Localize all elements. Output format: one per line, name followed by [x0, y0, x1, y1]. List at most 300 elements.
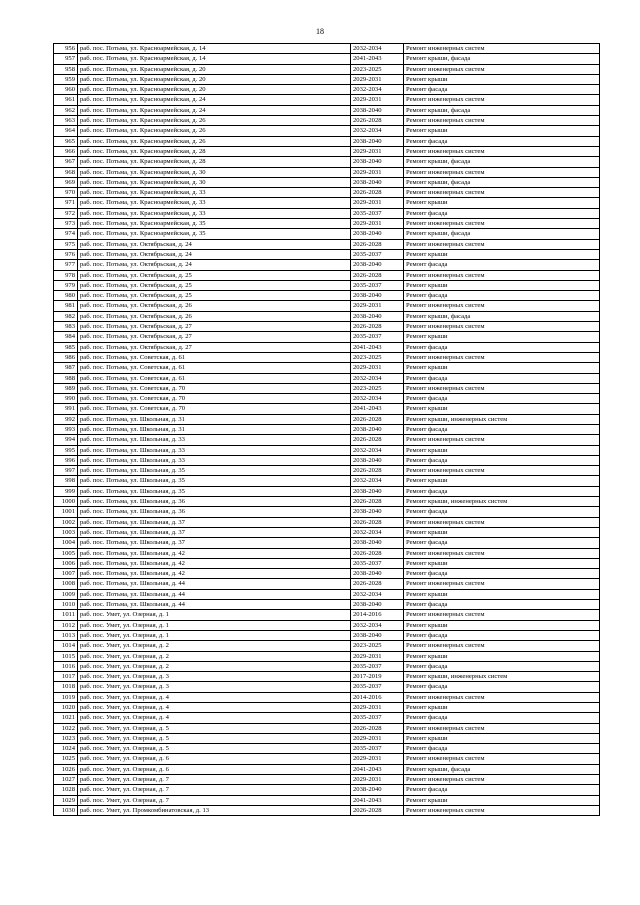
row-number-cell: 961: [54, 95, 78, 105]
repair-period-cell: 2032-2034: [351, 85, 404, 95]
work-type-cell: Ремонт крыши: [404, 363, 600, 373]
work-type-cell: Ремонт инженерных систем: [404, 579, 600, 589]
table-body: [54, 44, 600, 816]
address-cell: раб. пос. Умет, ул. Озерная, д. 2: [78, 661, 351, 671]
repair-period-cell: 2041-2043: [351, 764, 404, 774]
repair-period-cell: 2026-2028: [351, 270, 404, 280]
repair-period-cell: 2026-2028: [351, 497, 404, 507]
repair-period-cell: 2026-2028: [351, 805, 404, 815]
address-cell: раб. пос. Потьма, ул. Октябрьская, д. 24: [78, 239, 351, 249]
address-cell: раб. пос. Потьма, ул. Красноармейская, д. 26: [78, 136, 351, 146]
row-number-cell: 1020: [54, 703, 78, 713]
table-row: [54, 682, 600, 692]
row-number-cell: 959: [54, 74, 78, 84]
table-row: [54, 332, 600, 342]
address-cell: раб. пос. Потьма, ул. Красноармейская, д. 33: [78, 208, 351, 218]
table-row: [54, 569, 600, 579]
table-row: [54, 517, 600, 527]
row-number-cell: 1013: [54, 630, 78, 640]
repair-period-cell: 2038-2040: [351, 291, 404, 301]
repair-period-cell: 2029-2031: [351, 219, 404, 229]
row-number-cell: 1011: [54, 610, 78, 620]
row-number-cell: 991: [54, 404, 78, 414]
work-type-cell: Ремонт инженерных систем: [404, 188, 600, 198]
address-cell: раб. пос. Потьма, ул. Октябрьская, д. 25: [78, 291, 351, 301]
address-cell: раб. пос. Потьма, ул. Красноармейская, д. 26: [78, 126, 351, 136]
table-row: [54, 229, 600, 239]
row-number-cell: 1027: [54, 775, 78, 785]
address-cell: раб. пос. Потьма, ул. Советская, д. 70: [78, 394, 351, 404]
work-type-cell: Ремонт фасада: [404, 260, 600, 270]
repair-period-cell: 2038-2040: [351, 177, 404, 187]
repair-period-cell: 2038-2040: [351, 260, 404, 270]
row-number-cell: 964: [54, 126, 78, 136]
row-number-cell: 1029: [54, 795, 78, 805]
work-type-cell: Ремонт фасада: [404, 538, 600, 548]
work-type-cell: Ремонт крыши: [404, 476, 600, 486]
work-type-cell: Ремонт инженерных систем: [404, 167, 600, 177]
repair-period-cell: 2023-2025: [351, 383, 404, 393]
address-cell: раб. пос. Потьма, ул. Красноармейская, д. 35: [78, 219, 351, 229]
table-row: [54, 383, 600, 393]
work-type-cell: Ремонт фасада: [404, 342, 600, 352]
row-number-cell: 989: [54, 383, 78, 393]
row-number-cell: 979: [54, 280, 78, 290]
repair-period-cell: 2029-2031: [351, 167, 404, 177]
repair-period-cell: 2038-2040: [351, 486, 404, 496]
work-type-cell: Ремонт инженерных систем: [404, 692, 600, 702]
repair-period-cell: 2038-2040: [351, 507, 404, 517]
row-number-cell: 1009: [54, 589, 78, 599]
repair-period-cell: 2029-2031: [351, 363, 404, 373]
table-row: [54, 754, 600, 764]
row-number-cell: 974: [54, 229, 78, 239]
work-type-cell: Ремонт фасада: [404, 85, 600, 95]
work-type-cell: Ремонт крыши: [404, 795, 600, 805]
address-cell: раб. пос. Умет, ул. Озерная, д. 1: [78, 620, 351, 630]
table-row: [54, 95, 600, 105]
row-number-cell: 987: [54, 363, 78, 373]
repair-period-cell: 2026-2028: [351, 723, 404, 733]
work-type-cell: Ремонт инженерных систем: [404, 775, 600, 785]
row-number-cell: 969: [54, 177, 78, 187]
work-type-cell: Ремонт фасада: [404, 507, 600, 517]
work-type-cell: Ремонт инженерных систем: [404, 270, 600, 280]
work-type-cell: Ремонт крыши: [404, 404, 600, 414]
address-cell: раб. пос. Потьма, ул. Школьная, д. 37: [78, 538, 351, 548]
repair-period-cell: 2026-2028: [351, 435, 404, 445]
repair-period-cell: 2026-2028: [351, 517, 404, 527]
row-number-cell: 1007: [54, 569, 78, 579]
repair-period-cell: 2023-2025: [351, 641, 404, 651]
table-row: [54, 404, 600, 414]
table-row: [54, 805, 600, 815]
address-cell: раб. пос. Умет, ул. Озерная, д. 3: [78, 672, 351, 682]
address-cell: раб. пос. Потьма, ул. Красноармейская, д. 33: [78, 188, 351, 198]
address-cell: раб. пос. Потьма, ул. Школьная, д. 44: [78, 589, 351, 599]
work-type-cell: Ремонт фасада: [404, 208, 600, 218]
address-cell: раб. пос. Потьма, ул. Красноармейская, д. 14: [78, 44, 351, 54]
address-cell: раб. пос. Потьма, ул. Школьная, д. 35: [78, 466, 351, 476]
row-number-cell: 975: [54, 239, 78, 249]
table-row: [54, 208, 600, 218]
work-type-cell: Ремонт крыши: [404, 332, 600, 342]
table-row: [54, 630, 600, 640]
table-row: [54, 414, 600, 424]
row-number-cell: 997: [54, 466, 78, 476]
table-row: [54, 703, 600, 713]
work-type-cell: Ремонт крыши: [404, 558, 600, 568]
row-number-cell: 1028: [54, 785, 78, 795]
repair-period-cell: 2023-2025: [351, 352, 404, 362]
address-cell: раб. пос. Потьма, ул. Октябрьская, д. 27: [78, 342, 351, 352]
repair-period-cell: 2029-2031: [351, 703, 404, 713]
table-row: [54, 167, 600, 177]
table-row: [54, 507, 600, 517]
table-row: [54, 136, 600, 146]
row-number-cell: 998: [54, 476, 78, 486]
repair-period-cell: 2038-2040: [351, 569, 404, 579]
work-type-cell: Ремонт крыши, инженерных систем: [404, 414, 600, 424]
table-row: [54, 476, 600, 486]
work-type-cell: Ремонт крыши, фасада: [404, 311, 600, 321]
table-row: [54, 260, 600, 270]
work-type-cell: Ремонт крыши: [404, 249, 600, 259]
repair-period-cell: 2032-2034: [351, 445, 404, 455]
table-row: [54, 713, 600, 723]
work-type-cell: Ремонт инженерных систем: [404, 641, 600, 651]
work-type-cell: Ремонт фасада: [404, 455, 600, 465]
table-row: [54, 445, 600, 455]
work-type-cell: Ремонт инженерных систем: [404, 383, 600, 393]
table-row: [54, 85, 600, 95]
work-type-cell: Ремонт крыши: [404, 445, 600, 455]
table-row: [54, 775, 600, 785]
table-row: [54, 239, 600, 249]
address-cell: раб. пос. Потьма, ул. Октябрьская, д. 25: [78, 270, 351, 280]
table-row: [54, 394, 600, 404]
table-row: [54, 651, 600, 661]
table-row: [54, 600, 600, 610]
work-type-cell: Ремонт фасада: [404, 373, 600, 383]
table-row: [54, 435, 600, 445]
address-cell: раб. пос. Потьма, ул. Октябрьская, д. 24: [78, 260, 351, 270]
row-number-cell: 963: [54, 116, 78, 126]
table-row: [54, 548, 600, 558]
address-cell: раб. пос. Потьма, ул. Красноармейская, д. 30: [78, 167, 351, 177]
work-type-cell: Ремонт инженерных систем: [404, 517, 600, 527]
address-cell: раб. пос. Потьма, ул. Школьная, д. 42: [78, 558, 351, 568]
work-type-cell: Ремонт инженерных систем: [404, 723, 600, 733]
row-number-cell: 1017: [54, 672, 78, 682]
row-number-cell: 968: [54, 167, 78, 177]
work-type-cell: Ремонт фасада: [404, 394, 600, 404]
table-row: [54, 497, 600, 507]
work-type-cell: Ремонт крыши, инженерных систем: [404, 497, 600, 507]
repair-period-cell: 2029-2031: [351, 146, 404, 156]
table-row: [54, 301, 600, 311]
table-row: [54, 126, 600, 136]
address-cell: раб. пос. Умет, ул. Озерная, д. 7: [78, 775, 351, 785]
repair-period-cell: 2029-2031: [351, 301, 404, 311]
address-cell: раб. пос. Потьма, ул. Октябрьская, д. 27: [78, 322, 351, 332]
table-row: [54, 641, 600, 651]
table-row: [54, 620, 600, 630]
row-number-cell: 1012: [54, 620, 78, 630]
table-row: [54, 146, 600, 156]
table-row: [54, 579, 600, 589]
repair-period-cell: 2029-2031: [351, 754, 404, 764]
repair-period-cell: 2038-2040: [351, 455, 404, 465]
address-cell: раб. пос. Умет, ул. Озерная, д. 4: [78, 692, 351, 702]
repair-period-cell: 2041-2043: [351, 404, 404, 414]
work-type-cell: Ремонт крыши, фасада: [404, 157, 600, 167]
work-type-cell: Ремонт фасада: [404, 661, 600, 671]
repair-period-cell: 2035-2037: [351, 280, 404, 290]
address-cell: раб. пос. Потьма, ул. Школьная, д. 33: [78, 445, 351, 455]
row-number-cell: 976: [54, 249, 78, 259]
work-type-cell: Ремонт фасада: [404, 682, 600, 692]
table-row: [54, 280, 600, 290]
row-number-cell: 978: [54, 270, 78, 280]
repair-period-cell: 2026-2028: [351, 548, 404, 558]
address-cell: раб. пос. Потьма, ул. Октябрьская, д. 24: [78, 249, 351, 259]
repair-period-cell: 2023-2025: [351, 64, 404, 74]
address-cell: раб. пос. Потьма, ул. Красноармейская, д. 26: [78, 116, 351, 126]
table-row: [54, 744, 600, 754]
address-cell: раб. пос. Потьма, ул. Школьная, д. 36: [78, 507, 351, 517]
repair-period-cell: 2038-2040: [351, 785, 404, 795]
address-cell: раб. пос. Потьма, ул. Октябрьская, д. 27: [78, 332, 351, 342]
repair-period-cell: 2029-2031: [351, 651, 404, 661]
table-row: [54, 424, 600, 434]
row-number-cell: 993: [54, 424, 78, 434]
address-cell: раб. пос. Потьма, ул. Школьная, д. 37: [78, 517, 351, 527]
address-cell: раб. пос. Умет, ул. Озерная, д. 6: [78, 764, 351, 774]
repair-period-cell: 2035-2037: [351, 713, 404, 723]
table-row: [54, 116, 600, 126]
repair-period-cell: 2026-2028: [351, 579, 404, 589]
table-row: [54, 610, 600, 620]
address-cell: раб. пос. Потьма, ул. Октябрьская, д. 25: [78, 280, 351, 290]
work-type-cell: Ремонт фасада: [404, 600, 600, 610]
work-type-cell: Ремонт инженерных систем: [404, 64, 600, 74]
work-type-cell: Ремонт инженерных систем: [404, 466, 600, 476]
repair-period-cell: 2038-2040: [351, 630, 404, 640]
row-number-cell: 1016: [54, 661, 78, 671]
address-cell: раб. пос. Потьма, ул. Школьная, д. 36: [78, 497, 351, 507]
work-type-cell: Ремонт инженерных систем: [404, 322, 600, 332]
work-type-cell: Ремонт крыши, фасада: [404, 229, 600, 239]
table-row: [54, 455, 600, 465]
work-type-cell: Ремонт фасада: [404, 424, 600, 434]
repair-period-cell: 2038-2040: [351, 105, 404, 115]
repair-period-cell: 2026-2028: [351, 239, 404, 249]
address-cell: раб. пос. Потьма, ул. Школьная, д. 31: [78, 424, 351, 434]
address-cell: раб. пос. Потьма, ул. Красноармейская, д. 24: [78, 95, 351, 105]
table-row: [54, 249, 600, 259]
table-row: [54, 538, 600, 548]
table-row: [54, 198, 600, 208]
repair-period-cell: 2026-2028: [351, 322, 404, 332]
repair-period-cell: 2035-2037: [351, 682, 404, 692]
repair-period-cell: 2035-2037: [351, 744, 404, 754]
row-number-cell: 970: [54, 188, 78, 198]
row-number-cell: 982: [54, 311, 78, 321]
row-number-cell: 965: [54, 136, 78, 146]
row-number-cell: 1022: [54, 723, 78, 733]
table-row: [54, 342, 600, 352]
row-number-cell: 994: [54, 435, 78, 445]
work-type-cell: Ремонт крыши: [404, 126, 600, 136]
repair-period-cell: 2038-2040: [351, 136, 404, 146]
row-number-cell: 992: [54, 414, 78, 424]
page-number: 18: [316, 27, 324, 36]
work-type-cell: Ремонт инженерных систем: [404, 548, 600, 558]
address-cell: раб. пос. Умет, ул. Озерная, д. 2: [78, 651, 351, 661]
repair-period-cell: 2032-2034: [351, 373, 404, 383]
address-cell: раб. пос. Умет, ул. Озерная, д. 7: [78, 795, 351, 805]
table-row: [54, 589, 600, 599]
address-cell: раб. пос. Умет, ул. Озерная, д. 3: [78, 682, 351, 692]
row-number-cell: 990: [54, 394, 78, 404]
repair-period-cell: 2014-2016: [351, 610, 404, 620]
repair-period-cell: 2032-2034: [351, 589, 404, 599]
repair-period-cell: 2041-2043: [351, 342, 404, 352]
address-cell: раб. пос. Потьма, ул. Школьная, д. 33: [78, 455, 351, 465]
work-type-cell: Ремонт инженерных систем: [404, 352, 600, 362]
repair-period-cell: 2032-2034: [351, 394, 404, 404]
table-row: [54, 270, 600, 280]
table-row: [54, 157, 600, 167]
address-cell: раб. пос. Потьма, ул. Школьная, д. 33: [78, 435, 351, 445]
address-cell: раб. пос. Потьма, ул. Школьная, д. 31: [78, 414, 351, 424]
row-number-cell: 1010: [54, 600, 78, 610]
repair-period-cell: 2017-2019: [351, 672, 404, 682]
work-type-cell: Ремонт крыши: [404, 74, 600, 84]
repair-period-cell: 2038-2040: [351, 538, 404, 548]
row-number-cell: 960: [54, 85, 78, 95]
table-row: [54, 527, 600, 537]
work-type-cell: Ремонт инженерных систем: [404, 146, 600, 156]
row-number-cell: 1030: [54, 805, 78, 815]
repair-period-cell: 2029-2031: [351, 733, 404, 743]
work-type-cell: Ремонт инженерных систем: [404, 610, 600, 620]
row-number-cell: 1005: [54, 548, 78, 558]
work-type-cell: Ремонт фасада: [404, 785, 600, 795]
table-row: [54, 322, 600, 332]
work-type-cell: Ремонт крыши, фасада: [404, 177, 600, 187]
address-cell: раб. пос. Потьма, ул. Октябрьская, д. 26: [78, 301, 351, 311]
work-type-cell: Ремонт инженерных систем: [404, 805, 600, 815]
row-number-cell: 988: [54, 373, 78, 383]
work-type-cell: Ремонт крыши: [404, 589, 600, 599]
work-type-cell: Ремонт фасада: [404, 630, 600, 640]
work-type-cell: Ремонт инженерных систем: [404, 116, 600, 126]
address-cell: раб. пос. Потьма, ул. Советская, д. 70: [78, 404, 351, 414]
repair-period-cell: 2038-2040: [351, 311, 404, 321]
table-row: [54, 466, 600, 476]
row-number-cell: 980: [54, 291, 78, 301]
address-cell: раб. пос. Потьма, ул. Школьная, д. 35: [78, 486, 351, 496]
repair-period-cell: 2026-2028: [351, 414, 404, 424]
table-row: [54, 486, 600, 496]
work-type-cell: Ремонт фасада: [404, 291, 600, 301]
repair-period-cell: 2032-2034: [351, 44, 404, 54]
table-row: [54, 795, 600, 805]
table-row: [54, 177, 600, 187]
work-type-cell: Ремонт крыши, фасада: [404, 105, 600, 115]
table-row: [54, 219, 600, 229]
row-number-cell: 1025: [54, 754, 78, 764]
work-type-cell: Ремонт инженерных систем: [404, 239, 600, 249]
table-row: [54, 661, 600, 671]
address-cell: раб. пос. Потьма, ул. Школьная, д. 44: [78, 600, 351, 610]
work-type-cell: Ремонт крыши, фасада: [404, 764, 600, 774]
table-row: [54, 785, 600, 795]
address-cell: раб. пос. Умет, ул. Озерная, д. 7: [78, 785, 351, 795]
table-row: [54, 74, 600, 84]
repair-period-cell: 2029-2031: [351, 95, 404, 105]
work-type-cell: Ремонт инженерных систем: [404, 754, 600, 764]
table-row: [54, 44, 600, 54]
row-number-cell: 1015: [54, 651, 78, 661]
row-number-cell: 996: [54, 455, 78, 465]
repair-period-cell: 2035-2037: [351, 558, 404, 568]
row-number-cell: 1001: [54, 507, 78, 517]
repair-period-cell: 2035-2037: [351, 661, 404, 671]
address-cell: раб. пос. Потьма, ул. Советская, д. 61: [78, 363, 351, 373]
row-number-cell: 967: [54, 157, 78, 167]
work-type-cell: Ремонт крыши, инженерных систем: [404, 672, 600, 682]
row-number-cell: 973: [54, 219, 78, 229]
address-cell: раб. пос. Потьма, ул. Красноармейская, д. 33: [78, 198, 351, 208]
repair-period-cell: 2041-2043: [351, 795, 404, 805]
work-type-cell: Ремонт инженерных систем: [404, 435, 600, 445]
work-type-cell: Ремонт крыши: [404, 620, 600, 630]
address-cell: раб. пос. Умет, ул. Озерная, д. 4: [78, 703, 351, 713]
work-type-cell: Ремонт инженерных систем: [404, 44, 600, 54]
repair-period-cell: 2038-2040: [351, 600, 404, 610]
repair-period-cell: 2032-2034: [351, 126, 404, 136]
work-type-cell: Ремонт фасада: [404, 486, 600, 496]
repair-period-cell: 2038-2040: [351, 157, 404, 167]
repair-period-cell: 2014-2016: [351, 692, 404, 702]
work-type-cell: Ремонт фасада: [404, 744, 600, 754]
address-cell: раб. пос. Потьма, ул. Советская, д. 61: [78, 373, 351, 383]
row-number-cell: 958: [54, 64, 78, 74]
address-cell: раб. пос. Умет, ул. Озерная, д. 5: [78, 723, 351, 733]
work-type-cell: Ремонт фасада: [404, 713, 600, 723]
row-number-cell: 1000: [54, 497, 78, 507]
row-number-cell: 1026: [54, 764, 78, 774]
address-cell: раб. пос. Умет, ул. Промкомбинатовская, д. 13: [78, 805, 351, 815]
repair-schedule-table: [53, 43, 600, 816]
row-number-cell: 1003: [54, 527, 78, 537]
row-number-cell: 1014: [54, 641, 78, 651]
work-type-cell: Ремонт инженерных систем: [404, 301, 600, 311]
table-row: [54, 105, 600, 115]
row-number-cell: 986: [54, 352, 78, 362]
repair-period-cell: 2038-2040: [351, 229, 404, 239]
row-number-cell: 985: [54, 342, 78, 352]
address-cell: раб. пос. Умет, ул. Озерная, д. 4: [78, 713, 351, 723]
repair-period-cell: 2029-2031: [351, 74, 404, 84]
repair-period-cell: 2032-2034: [351, 527, 404, 537]
row-number-cell: 1018: [54, 682, 78, 692]
row-number-cell: 999: [54, 486, 78, 496]
repair-period-cell: 2029-2031: [351, 775, 404, 785]
